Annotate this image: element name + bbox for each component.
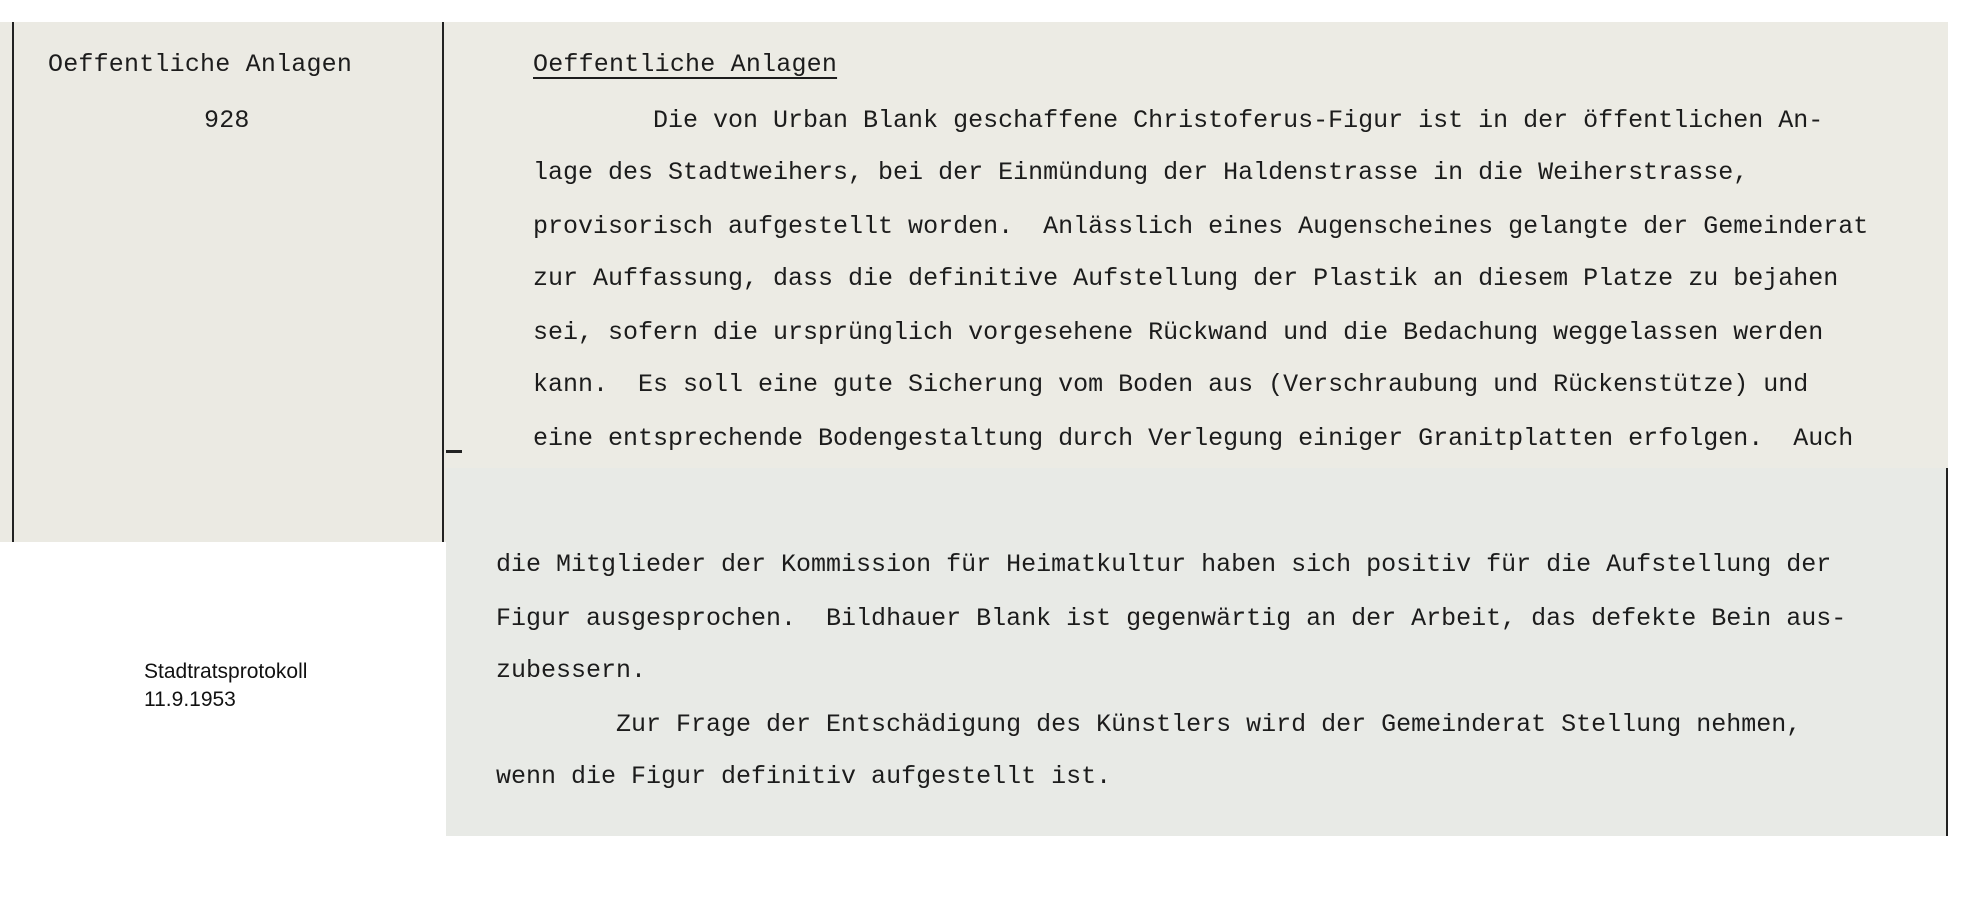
left-margin-rule <box>12 22 14 542</box>
body-line: die Mitglieder der Kommission für Heimatkultur haben sich positiv für die Aufstellung der <box>496 550 1832 579</box>
body-line: kann. Es soll eine gute Sicherung vom Boden aus (Verschraubung und Rückenstütze) und <box>533 370 1809 399</box>
body-line: wenn die Figur definitiv aufgestellt ist. <box>496 762 1112 791</box>
column-divider-rule <box>442 22 444 542</box>
body-line: provisorisch aufgestellt worden. Anlässlich eines Augenscheines gelangte der Gemeinderat <box>533 212 1869 241</box>
margin-title: Oeffentliche Anlagen <box>48 50 353 79</box>
body-line: Figur ausgesprochen. Bildhauer Blank ist gegenwärtig an der Arbeit, das defekte Bein aus- <box>496 604 1847 633</box>
source-caption-date: 11.9.1953 <box>144 688 236 711</box>
body-line: zur Auffassung, dass die definitive Aufstellung der Plastik an diesem Platze zu bejahen <box>533 264 1839 293</box>
body-line: Die von Urban Blank geschaffene Christoferus-Figur ist in der öffentlichen An- <box>533 106 1824 135</box>
margin-paper-strip <box>0 22 446 542</box>
margin-tick-mark <box>446 450 462 453</box>
body-line: eine entsprechende Bodengestaltung durch Verlegung einiger Granitplatten erfolgen. Auch <box>533 424 1854 453</box>
body-line: sei, sofern die ursprünglich vorgesehene Rückwand und die Bedachung weggelassen werden <box>533 318 1824 347</box>
body-line: Zur Frage der Entschädigung des Künstlers wird der Gemeinderat Stellung nehmen, <box>496 710 1802 739</box>
main-paper-strip-top <box>446 22 1948 468</box>
section-heading: Oeffentliche Anlagen <box>533 50 838 79</box>
source-caption-title: Stadtratsprotokoll <box>144 660 308 683</box>
body-line: lage des Stadtweihers, bei der Einmündung der Haldenstrasse in die Weiherstrasse, <box>533 158 1749 187</box>
right-edge-rule <box>1946 468 1948 836</box>
margin-entry-number: 928 <box>204 106 250 135</box>
body-line: zubessern. <box>496 656 647 685</box>
